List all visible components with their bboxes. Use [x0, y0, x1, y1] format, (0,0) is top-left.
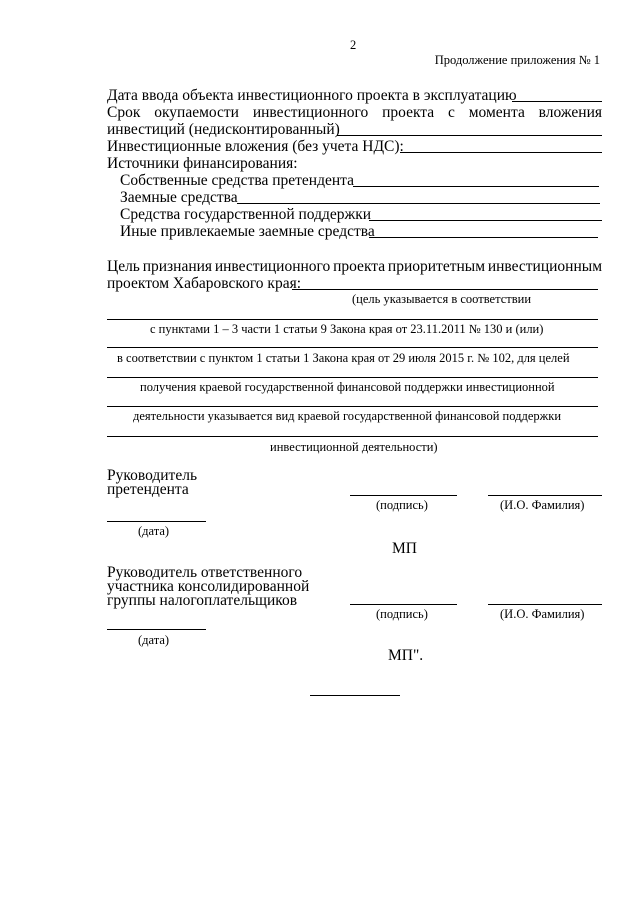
goal-label-line1: Цель признания инвестиционного проекта приоритетным инвестиционным	[107, 258, 602, 275]
goal-field-3[interactable]	[107, 347, 598, 348]
applicant-head-title-line2: претендента	[107, 481, 189, 498]
consolidated-signature-field[interactable]	[350, 604, 457, 605]
other-borrowed-label: Иные привлекаемые заемные средства	[120, 223, 375, 240]
investments-field[interactable]	[400, 152, 602, 153]
goal-field-6[interactable]	[107, 436, 598, 437]
page-number: 2	[350, 38, 357, 52]
consolidated-date-field[interactable]	[107, 629, 206, 630]
goal-hint-4: получения краевой государственной финансовой поддержки инвестиционной	[140, 380, 555, 394]
goal-field-2[interactable]	[107, 319, 598, 320]
applicant-name-caption: (И.О. Фамилия)	[500, 498, 585, 512]
applicant-date-caption: (дата)	[138, 524, 170, 538]
consolidated-head-title-line3: группы налогоплательщиков	[107, 592, 298, 609]
commissioning-date-field[interactable]	[512, 101, 602, 102]
state-support-field[interactable]	[369, 220, 602, 221]
goal-hint-5: деятельности указывается вид краевой государственной финансовой поддержки	[133, 409, 562, 423]
payback-label-line2: инвестиций (недисконтированный)	[107, 121, 340, 138]
goal-field-5[interactable]	[107, 406, 598, 407]
consolidated-head-title-line1: Руководитель ответственного	[107, 564, 303, 581]
own-funds-label: Собственные средства претендента	[120, 172, 354, 189]
financing-sources-label: Источники финансирования:	[107, 155, 298, 172]
applicant-seal: МП	[392, 540, 417, 557]
borrowed-funds-label: Заемные средства	[120, 189, 238, 206]
goal-hint-2: с пунктами 1 – 3 части 1 статьи 9 Закона края от 23.11.2011 № 130 и (или)	[150, 322, 544, 336]
investments-label: Инвестиционные вложения (без учета НДС):	[107, 138, 404, 155]
appendix-continuation: Продолжение приложения № 1	[434, 53, 600, 67]
goal-label-line2: проектом Хабаровского края:	[107, 275, 302, 292]
applicant-signature-caption: (подпись)	[376, 498, 428, 512]
applicant-name-field[interactable]	[488, 495, 602, 496]
applicant-head-title-line1: Руководитель	[107, 467, 198, 484]
payback-label-line1: Срок окупаемости инвестиционного проекта с момента вложения	[107, 104, 602, 121]
consolidated-date-caption: (дата)	[138, 633, 170, 647]
consolidated-signature-caption: (подпись)	[376, 607, 428, 621]
consolidated-name-field[interactable]	[488, 604, 602, 605]
consolidated-seal: МП".	[388, 647, 424, 664]
state-support-label: Средства государственной поддержки	[120, 206, 372, 223]
own-funds-field[interactable]	[353, 186, 599, 187]
goal-hint-6: инвестиционной деятельности)	[270, 440, 438, 454]
closing-divider	[310, 695, 400, 696]
other-borrowed-field[interactable]	[369, 237, 598, 238]
payback-field[interactable]	[337, 135, 602, 136]
consolidated-head-title-line2: участника консолидированной	[107, 578, 310, 595]
goal-hint-3: в соответствии с пунктом 1 статьи 1 Закона края от 29 июля 2015 г. № 102, для целей	[117, 351, 570, 365]
goal-field-4[interactable]	[107, 377, 598, 378]
applicant-signature-field[interactable]	[350, 495, 457, 496]
commissioning-date-label: Дата ввода объекта инвестиционного проекта в эксплуатацию	[107, 87, 517, 104]
goal-hint-1: (цель указывается в соответствии	[352, 292, 532, 306]
borrowed-funds-field[interactable]	[237, 203, 600, 204]
goal-field-1[interactable]	[292, 289, 598, 290]
applicant-date-field[interactable]	[107, 521, 206, 522]
consolidated-name-caption: (И.О. Фамилия)	[500, 607, 585, 621]
